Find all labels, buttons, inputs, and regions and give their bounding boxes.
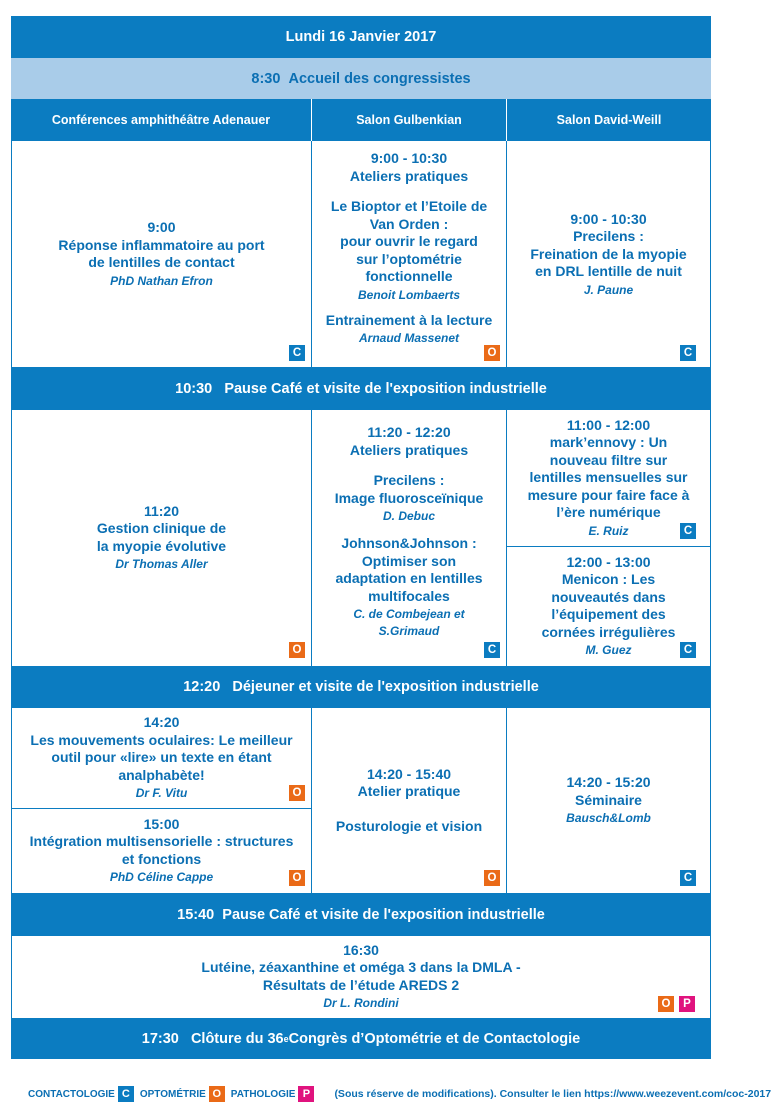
welcome-row [11,58,711,99]
footer-legend [28,1084,771,1104]
session-vitu: 14:20 Les mouvements oculaires: Le meilleur outil pour «lire» un texte en étant analphabète! Dr F. Vitu [12,708,311,808]
optometrie-badge: O [484,870,500,886]
column-divider [506,141,507,367]
legend-optometrie: OPTOMÉTRIE O [140,1086,225,1102]
schedule-table [11,16,711,1059]
column-divider [311,141,312,367]
legend-pathologie: PATHOLOGIE P [231,1086,315,1102]
column-header-gulbenkian: Salon Gulbenkian [312,99,506,141]
column-divider [506,708,507,893]
contactologie-badge: C [118,1086,134,1102]
session-ruiz: 11:00 - 12:00 mark’ennovy : Un nouveau filtre sur lentilles mensuelles sur mesure pour faire face à l’ère numérique E. Ruiz [507,410,710,546]
column-header-david-weill: Salon David-Weill [507,99,711,141]
optometrie-badge: O [289,785,305,801]
contactologie-badge: C [484,642,500,658]
session-guez: 12:00 - 13:00 Menicon : Les nouveautés dans l’équipement des cornées irrégulières M. Guez [507,547,710,666]
pause-cafe-2: 15:40 Pause Café et visite de l'exposition industrielle [11,893,711,936]
footer-note: (Sous réserve de modifications). Consulter le lien https://www.weezevent.com/coc-2017 [334,1088,771,1100]
session-cappe: 15:00 Intégration multisensorielle : structures et fonctions PhD Céline Cappe [12,809,311,893]
session-paune: 9:00 - 10:30 Precilens : Freination de la myopie en DRL lentille de nuit J. Paune [507,142,710,367]
contactologie-badge: C [289,345,305,361]
contactologie-badge: C [680,870,696,886]
optometrie-badge: O [658,996,674,1012]
session-seminaire: 14:20 - 15:20 Séminaire Bausch&Lomb [507,708,710,893]
column-divider [311,410,312,666]
session-ateliers-late-morning: 11:20 - 12:20 Ateliers pratiques Precilens : Image fluorosceïnique D. Debuc Johnson&Johnson : Optimiser son adaptation en lentilles multifocales C. de Combejean et S.Grimaud [312,410,506,666]
legend-contactologie: CONTACTOLOGIE C [28,1086,134,1102]
header-divider [506,99,507,141]
column-divider [311,708,312,893]
optometrie-badge: O [289,870,305,886]
contactologie-badge: C [680,642,696,658]
optometrie-badge: O [289,642,305,658]
contactologie-badge: C [680,345,696,361]
closing-row: 17:30 Clôture du 36 e Congrès d’Optométrie et de Contactologie [11,1018,711,1059]
session-rondini: 16:30 Lutéine, zéaxanthine et oméga 3 dans la DMLA - Résultats de l’étude AREDS 2 Dr L. Rondini [12,936,710,1018]
day-title: Lundi 16 Janvier 2017 [11,16,711,58]
optometrie-badge: O [484,345,500,361]
session-efron: 9:00 Réponse inflammatoire au port de lentilles de contact PhD Nathan Efron [12,142,311,367]
column-divider [506,410,507,666]
pathologie-badge: P [679,996,695,1012]
optometrie-badge: O [209,1086,225,1102]
column-header-adenauer: Conférences amphithéâtre Adenauer [11,99,311,141]
header-divider [311,99,312,141]
session-aller: 11:20 Gestion clinique de la myopie évolutive Dr Thomas Aller [12,410,311,666]
session-posturologie: 14:20 - 15:40 Atelier pratique Posturologie et vision [312,708,506,893]
pathologie-badge: P [298,1086,314,1102]
contactologie-badge: C [680,523,696,539]
session-ateliers-morning: 9:00 - 10:30 Ateliers pratiques Le Bioptor et l’Etoile de Van Orden : pour ouvrir le regard sur l’optométrie fonctionnelle Benoit Lombaerts Entrainement à la lecture Arnaud Massenet [312,142,506,367]
lunch-row: 12:20 Déjeuner et visite de l'exposition industrielle [11,666,711,708]
pause-cafe-1: 10:30 Pause Café et visite de l'exposition industrielle [11,367,711,410]
welcome-time: 8:30 [251,70,281,87]
welcome-label: Accueil des congressistes [288,70,471,87]
